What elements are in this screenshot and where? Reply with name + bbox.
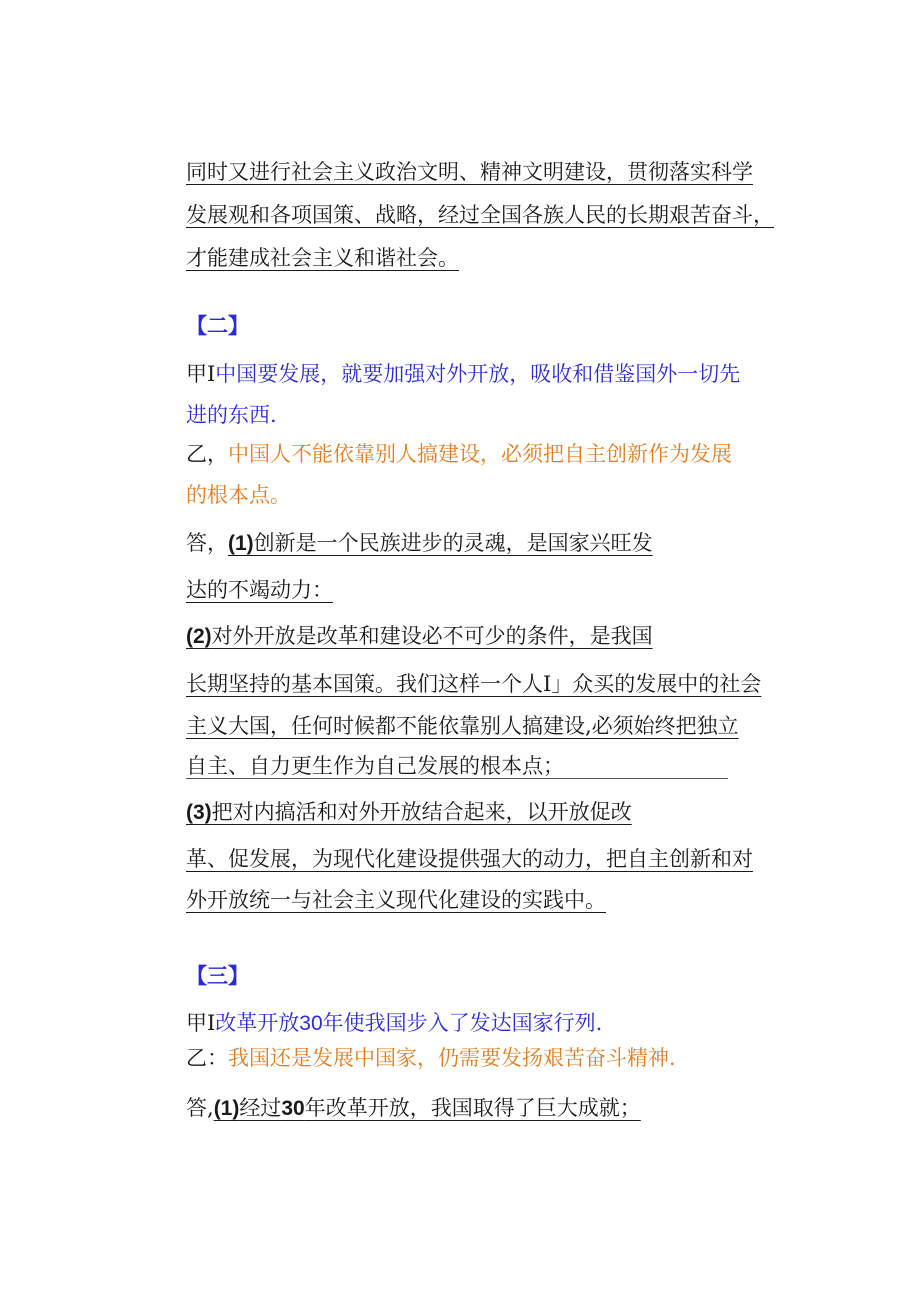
jia-label: 甲I [186, 1011, 216, 1035]
jia-text: 中国要发展，就要加强对外开放，吸收和借鉴国外一切先 [215, 362, 741, 386]
section-2-point-3-line-2: 革、促发展，为现代化建设提供强大的动力，把自主创新和对 [186, 847, 753, 871]
yi-text: 我国还是发展中国家，仍需要发扬艰苦奋斗精神. [228, 1046, 676, 1070]
section-2-answer-line-1 [186, 529, 653, 558]
section-2-point-3-line-1 [186, 798, 632, 827]
jia-text-number: 30 [299, 1012, 323, 1035]
section-3-header: 【三】 [186, 963, 249, 988]
yi-text: 中国人不能依靠别人搞建设，必须把自主创新作为发展 [228, 442, 732, 466]
section-2-answer-line-2: 达的不竭动力： [186, 578, 333, 602]
section-2-point-2-line-1 [186, 622, 653, 651]
section-2-point-3-line-3: 外开放统一与社会主义现代化建设的实践中。 [186, 888, 606, 912]
section-2-yi-line-2: 的根本点。 [186, 483, 291, 507]
section-3-jia-line [186, 1009, 602, 1038]
point-number: (3) [186, 801, 212, 824]
answer-label: 答， [186, 531, 228, 555]
section-3-answer-line [186, 1094, 641, 1123]
section-2-point-2-line-2: 长期坚持的基本国策。我们这样一个人I」众买的发展中的社会 [186, 672, 762, 696]
top-line-2: 发展观和各项国策、战略，经过全国各族人民的长期艰苦奋斗， [186, 203, 774, 227]
jia-text-pre: 改革开放 [215, 1011, 300, 1035]
point-text: 对外开放是改革和建设必不可少的条件，是我国 [211, 624, 653, 648]
section-2-jia-line-2: 进的东西. [186, 403, 277, 427]
section-3-yi-line [186, 1044, 676, 1072]
point-text: 把对内搞活和对外开放结合起来，以开放促改 [211, 800, 632, 824]
section-2-header: 【二】 [186, 313, 249, 338]
answer-label: 答, [186, 1096, 214, 1120]
point-text-pre: 经过 [239, 1096, 282, 1120]
jia-text [215, 1011, 602, 1035]
yi-label: 乙： [186, 1046, 228, 1070]
point-number: (1) [213, 1097, 240, 1120]
point-text-year: 30 [281, 1097, 305, 1120]
point-text: 创新是一个民族进步的灵魂，是国家兴旺发 [253, 531, 653, 555]
section-2-jia-line-1 [186, 360, 740, 388]
yi-label: 乙， [186, 442, 228, 466]
jia-text-post: 年使我国步入了发达国家行列. [322, 1011, 603, 1035]
section-2-yi-line-1 [186, 440, 732, 468]
section-2-point-2-line-4: 自主、自力更生作为自己发展的根本点； [186, 754, 564, 778]
answer-point-1 [228, 531, 653, 555]
section-2-point-2-line-3: 主义大国，任何时候都不能依靠别人搞建设,必须始终把独立 [186, 714, 739, 738]
top-line-1: 同时又进行社会主义政治文明、精神文明建设，贯彻落实科学 [186, 160, 753, 184]
point-number: (1) [228, 532, 254, 555]
top-line-3: 才能建成社会主义和谐社会。 [186, 246, 459, 270]
point-text-post: 年改革开放，我国取得了巨大成就； [304, 1096, 641, 1120]
jia-label: 甲I [186, 362, 216, 386]
divider-line [186, 778, 728, 779]
answer-point-1 [214, 1096, 641, 1120]
point-number: (2) [186, 625, 212, 648]
